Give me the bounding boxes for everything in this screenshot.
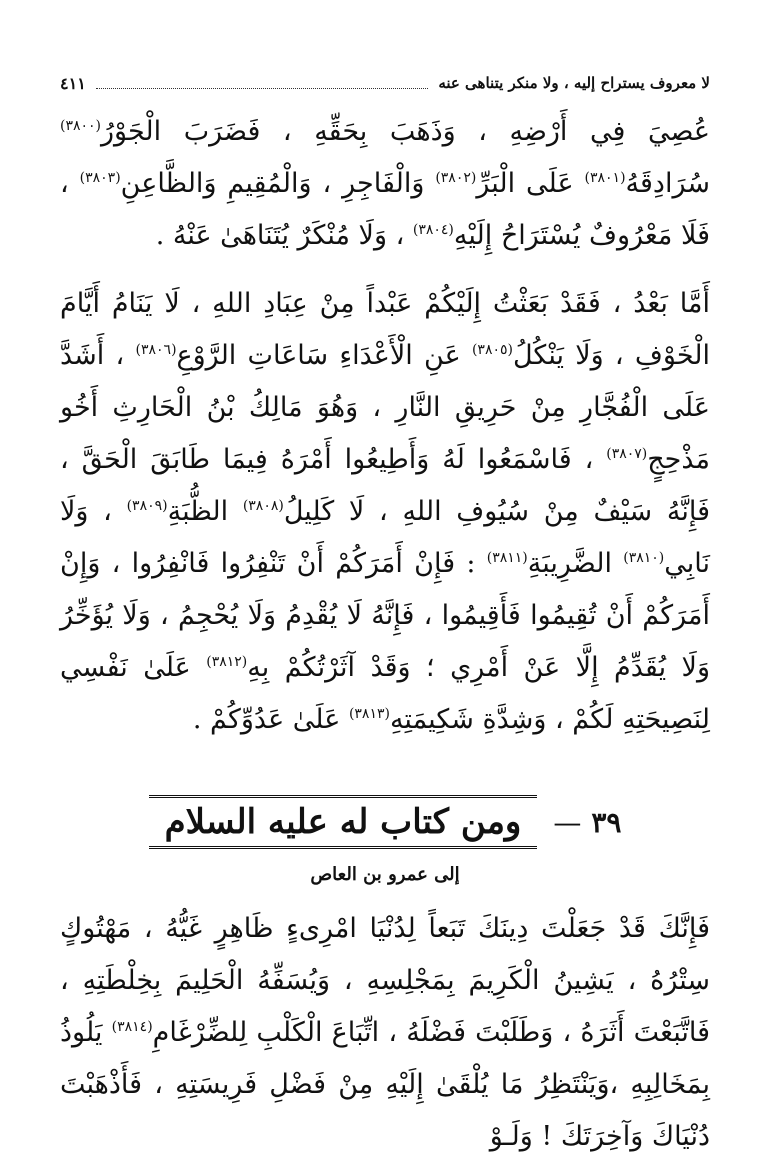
- text-segment: ، فَاسْمَعُوا لَهُ وَأَطِيعُوا أَمْرَهُ فِيمَا طَابَقَ الْحَقَّ ، فَإِنَّهُ سَيْفٌ مِنْ سُيُوفِ اللهِ ، لَا كَلِيلُ: [60, 444, 710, 527]
- text-segment: عَلَىٰ نَفْسِي لِنَصِيحَتِهِ لَكُمْ ، وَشِدَّةِ شَكِيمَتِهِ: [60, 652, 710, 735]
- text-segment: عَنِ الْأَعْدَاءِ سَاعَاتِ الرَّوْعِ: [176, 340, 461, 371]
- text-segment: فَإِنَّكَ قَدْ جَعَلْتَ دِينَكَ تَبَعاً لِدُنْيَا امْرِىءٍ ظَاهِرٍ غَيُّهُ ، مَهْتُوكٍ سِتْرُهُ ، يَشِينُ الْكَرِيمَ بِمَجْلِسِهِ ، وَيُسَفِّهُ الْحَلِيمَ بِخِلْطَتِهِ ، فَاتَّبَعْتَ أَثَرَهُ ، وَطَلَبْتَ فَضْلَهُ ، اتِّبَاعَ الْكَلْبِ لِلضِّرْغَامِ: [60, 913, 710, 1048]
- footnote-marker: (٣٨٠٢): [435, 170, 477, 186]
- text-segment: ، فَلَا مَعْرُوفٌ يُسْتَرَاحُ إِلَيْهِ: [60, 168, 710, 251]
- footnote-marker: (٣٨١١): [486, 550, 528, 566]
- footnote-marker: (٣٨١٢): [206, 654, 248, 670]
- section-subtitle: إلى عمرو بن العاص: [310, 864, 460, 885]
- header-dotted-leader: [96, 78, 429, 89]
- footnote-marker: (٣٨١٠): [623, 550, 665, 566]
- footnote-marker: (٣٨٠١): [584, 170, 626, 186]
- footnote-marker: (٣٨٠٨): [242, 498, 284, 514]
- page-number: ٤١١: [60, 73, 86, 93]
- paragraph-3: [60, 903, 710, 1163]
- text-segment: الضَّرِيبَةِ: [527, 548, 612, 579]
- footnote-marker: (٣٨٠٦): [135, 342, 177, 358]
- paragraph-1: [60, 106, 710, 262]
- text-segment: عَلَىٰ عَدُوِّكُمْ .: [192, 704, 341, 735]
- paragraph-2: [60, 278, 710, 746]
- text-segment: سُرَادِقَهُ: [625, 168, 710, 199]
- section-title: ومن كتاب له عليه السلام: [149, 795, 538, 849]
- text-segment: ، أَشَدَّ عَلَى الْفُجَّارِ مِنْ حَرِيقِ النَّارِ ، وَهُوَ مَالِكُ بْنُ الْحَارِثِ أَخُو مَذْحِجٍ: [60, 340, 710, 475]
- text-segment: ، وَلَا نَابِي: [60, 496, 710, 579]
- text-segment: ، وَلَا مُنْكَرٌ يُتَنَاهَىٰ عَنْهُ .: [155, 220, 405, 251]
- text-segment: عَلَى الْبَرِّ: [476, 168, 574, 199]
- running-header: [60, 70, 710, 96]
- section-heading: [60, 794, 710, 850]
- footnote-marker: (٣٨٠٥): [471, 342, 513, 358]
- footnote-marker: (٣٨١٣): [348, 706, 390, 722]
- text-segment: الظُّبَةِ: [167, 496, 229, 527]
- section-number: ٣٩: [591, 805, 622, 839]
- running-title: لا معروف يستراح إليه ، ولا منكر يتناهى عنه: [438, 74, 710, 92]
- text-segment: عُصِيَ فِي أَرْضِهِ ، وَذَهَبَ بِحَقِّهِ ، فَضَرَبَ الْجَوْرُ: [101, 116, 710, 147]
- footnote-marker: (٣٨٠٣): [79, 170, 121, 186]
- text-segment: وَالْفَاجِرِ ، وَالْمُقِيمِ وَالظَّاعِنِ: [120, 168, 425, 199]
- section-dash: —: [553, 805, 582, 839]
- text-segment: : فَإِنْ أَمَرَكُمْ أَنْ تَنْفِرُوا فَانْفِرُوا ، وَإِنْ أَمَرَكُمْ أَنْ تُقِيمُوا فَأَقِيمُوا ، فَإِنَّهُ لَا يُقْدِمُ وَلَا يُحْجِمُ ، وَلَا يُؤَخِّرُ وَلَا يُقَدِّمُ إِلَّا عَنْ أَمْرِي ؛ وَقَدْ آثَرْتُكُمْ بِهِ: [60, 548, 710, 683]
- footnote-marker: (٣٨٠٠): [60, 118, 102, 134]
- book-page: [60, 70, 710, 1163]
- text-segment: يَلُوذُ بِمَخَالِبِهِ ،وَيَنْتَظِرُ مَا يُلْقَىٰ إِلَيْهِ مِنْ فَضْلِ فَرِيسَتِهِ ، فَأَذْهَبْتَ دُنْيَاكَ وَآخِرَتَكَ ! وَلَـوْ: [60, 1017, 710, 1152]
- footnote-marker: (٣٨١٤): [111, 1019, 153, 1035]
- footnote-marker: (٣٨٠٤): [412, 222, 454, 238]
- footnote-marker: (٣٨٠٧): [606, 446, 648, 462]
- footnote-marker: (٣٨٠٩): [126, 498, 168, 514]
- text-segment: أَمَّا بَعْدُ ، فَقَدْ بَعَثْتُ إِلَيْكُمْ عَبْداً مِنْ عِبَادِ اللهِ ، لَا يَنَامُ أَيَّامَ الْخَوْفِ ، وَلَا يَنْكُلُ: [60, 288, 710, 371]
